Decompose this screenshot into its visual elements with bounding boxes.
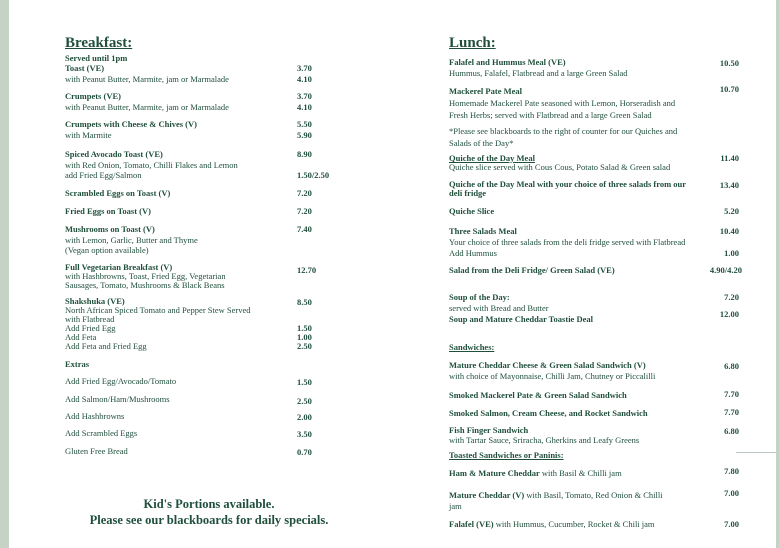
kids-line-1: Kid's Portions available. [143,497,275,511]
price: 7.20 [297,188,312,198]
price: 11.40 [720,153,739,163]
breakfast-heading: Breakfast: [65,35,133,51]
menu-item-mushrooms: Mushrooms on Toast (V) with Lemon, Garlic, Butter and Thyme (Vegan option available) [65,224,198,255]
menu-item-avocado-toast: Spiced Avocado Toast (VE) with Red Onion, Tomato, Chilli Flakes and Lemon add Fried Egg/Salmon [65,149,238,180]
price: 7.80 [724,466,739,476]
price: 1.50 1.00 2.50 [297,323,312,351]
price: 5.50 5.90 [297,119,312,140]
price: 0.70 [297,447,312,457]
price: 3.70 4.10 [297,91,312,112]
price: 6.80 [724,426,739,436]
menu-item-soup: Soup of the Day: served with Bread and Butter Soup and Mature Cheddar Toastie Deal [449,292,593,324]
menu-item-falafel-meal: Falafel and Hummus Meal (VE) Hummus, Falafel, Flatbread and a large Green Salad [449,57,628,78]
price: 7.00 [724,519,739,529]
menu-item-deli-salad: Salad from the Deli Fridge/ Green Salad (VE) [449,265,615,275]
menu-item-salmon-sandwich: Smoked Salmon, Cream Cheese, and Rocket Sandwich [449,408,648,418]
price: 8.50 [297,297,312,307]
price: 1.50 [297,377,312,387]
menu-item-quiche-meal: Quiche of the Day Meal Quiche slice served with Cous Cous, Potato Salad & Green salad [449,153,671,172]
extra-item: Gluten Free Bread [65,446,128,456]
extra-item: Add Salmon/Ham/Mushrooms [65,394,170,404]
menu-item-shakshuka: Shakshuka (VE) North African Spiced Tomato and Pepper Stew Served with Flatbread Add Fried Egg Add Feta Add Feta and Fried Egg [65,296,251,351]
price: 7.70 [724,407,739,417]
extra-item: Add Hashbrowns [65,411,125,421]
toasted-heading: Toasted Sandwiches or Paninis: [449,450,564,460]
price: 3.50 [297,429,312,439]
menu-item-fried-eggs: Fried Eggs on Toast (V) [65,206,151,216]
price: 10.70 [719,84,739,94]
price: 12.70 [297,265,317,275]
extras-heading: Extras [65,359,90,369]
quiche-note: *Please see blackboards to the right of counter for our Quiches and Salads of the Day* [449,126,678,148]
menu-item-ham-cheddar-toastie: Ham & Mature Cheddar with Basil & Chilli jam [449,468,622,478]
menu-item-toast: Toast (VE) with Peanut Butter, Marmite, jam or Marmalade [65,63,229,84]
menu-item-falafel-toastie: Falafel (VE) with Hummus, Cucumber, Rocket & Chili jam [449,519,655,529]
price: 10.40 [719,226,739,236]
price: 7.20 [297,206,312,216]
price: 6.80 [724,361,739,371]
price: 12.00 [719,309,739,319]
menu-item-mackerel-pate: Mackerel Pate Meal Homemade Mackerel Pate seasoned with Lemon, Horseradish and Fresh Herbs; served with Flatbread and a large Green Salad [449,86,676,120]
price: 2.50 [297,396,312,406]
price: 2.00 [297,412,312,422]
menu-item-full-veg-breakfast: Full Vegetarian Breakfast (V) with Hashbrowns, Toast, Fried Egg, Vegetarian Sausages, Tomato, Mushrooms & Black Beans [65,262,226,290]
divider [736,452,776,453]
price: 7.70 [724,389,739,399]
menu-item-scrambled-eggs: Scrambled Eggs on Toast (V) [65,188,171,198]
extra-item: Add Scrambled Eggs [65,428,138,438]
price: 10.50 [719,58,739,68]
price: 5.20 [724,206,739,216]
sandwiches-heading: Sandwiches: [449,342,495,352]
price: 7.20 [724,292,739,302]
price: 4.90/4.20 [709,265,742,275]
menu-item-fish-finger-sandwich: Fish Finger Sandwich with Tartar Sauce, Sriracha, Gherkins and Leafy Greens [449,425,640,445]
menu-item-mackerel-sandwich: Smoked Mackerel Pate & Green Salad Sandwich [449,390,627,400]
menu-page [9,0,776,548]
menu-item-quiche-slice: Quiche Slice [449,206,495,216]
price: 1.50/2.50 [297,170,330,180]
kids-line-2: Please see our blackboards for daily specials. [89,513,329,527]
menu-item-cheddar-sandwich: Mature Cheddar Cheese & Green Salad Sandwich (V) with choice of Mayonnaise, Chilli Jam, Chutney or Piccalilli [449,360,656,381]
menu-item-crumpets-cheese: Crumpets with Cheese & Chives (V) with Marmite [65,119,197,140]
menu-item-three-salads: Three Salads Meal Your choice of three salads from the deli fridge served with Flatbread Add Hummus [449,226,686,258]
menu-item-quiche-three-salads: Quiche of the Day Meal with your choice of three salads from our deli fridge [449,179,687,198]
lunch-heading: Lunch: [449,35,496,51]
served-until: Served until 1pm [65,53,128,63]
menu-item-crumpets: Crumpets (VE) with Peanut Butter, Marmite, jam or Marmalade [65,91,229,112]
price: 3.70 4.10 [297,63,312,84]
price: 13.40 [719,180,739,190]
kids-portions-note [69,496,349,528]
price: 8.90 [297,149,312,159]
price: 1.00 [724,248,739,258]
menu-item-cheddar-toastie: Mature Cheddar (V) with Basil, Tomato, Red Onion & Chilli jam [449,490,663,511]
extra-item: Add Fried Egg/Avocado/Tomato [65,376,177,386]
price: 7.40 [297,224,312,234]
price: 7.00 [724,488,739,498]
